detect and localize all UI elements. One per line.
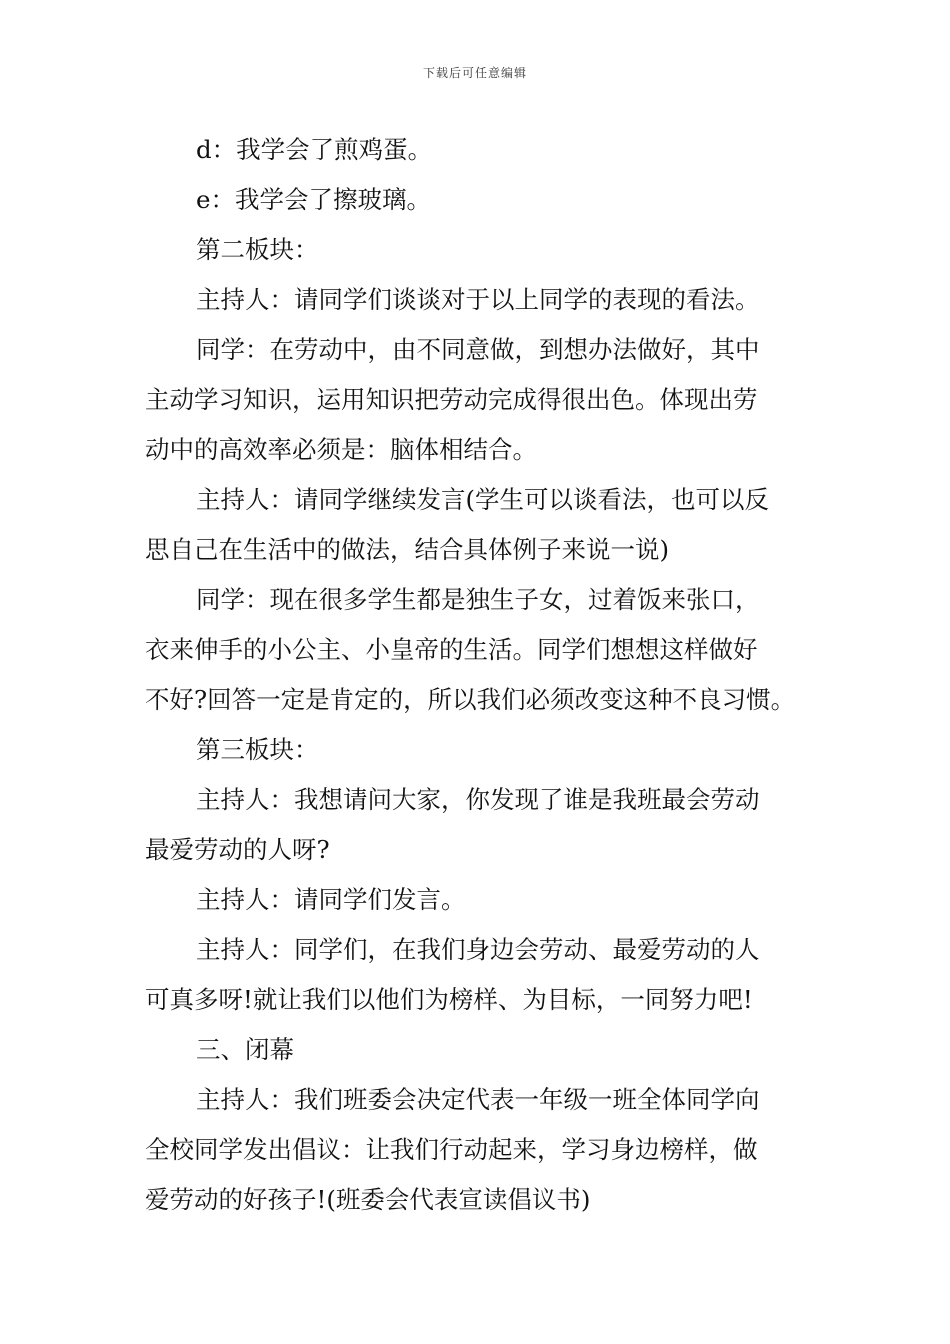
text-line: 主持人：我们班委会决定代表一年级一班全体同学向: [196, 1085, 760, 1114]
text-line: 主持人：我想请问大家，你发现了谁是我班最会劳动: [196, 785, 760, 814]
text-line: 全校同学发出倡议：让我们行动起来，学习身边榜样，做: [145, 1135, 758, 1164]
text-line: 主持人：请同学继续发言(学生可以谈看法，也可以反: [196, 485, 770, 514]
text-line: e：我学会了擦玻璃。: [196, 185, 431, 214]
text-line: 动中的高效率必须是：脑体相结合。: [145, 435, 537, 464]
page-header: 下载后可任意编辑: [422, 66, 527, 80]
text-line: 主持人：请同学们发言。: [196, 885, 466, 914]
text-line: 可真多呀!就让我们以他们为榜样、为目标，一同努力吧!: [145, 985, 753, 1014]
text-line: 衣来伸手的小公主、小皇帝的生活。同学们想想这样做好: [145, 635, 758, 664]
text-line: 主持人：请同学们谈谈对于以上同学的表现的看法。: [196, 285, 760, 314]
text-line: 主持人：同学们，在我们身边会劳动、最爱劳动的人: [196, 935, 760, 964]
text-line: d：我学会了煎鸡蛋。: [196, 135, 433, 164]
text-line: 不好?回答一定是肯定的，所以我们必须改变这种不良习惯。: [145, 685, 796, 714]
text-line: 第二板块：: [196, 235, 319, 264]
document-body: [145, 125, 810, 1225]
text-line: 同学：在劳动中，由不同意做，到想办法做好，其中: [196, 335, 760, 364]
text-line: 爱劳动的好孩子!(班委会代表宣读倡议书): [145, 1185, 591, 1214]
text-line: 最爱劳动的人呀?: [145, 835, 330, 864]
text-line: 思自己在生活中的做法，结合具体例子来说一说): [145, 535, 670, 564]
text-line: 第三板块：: [196, 735, 319, 764]
text-line: 同学：现在很多学生都是独生子女，过着饭来张口，: [196, 585, 760, 614]
text-line: 三、闭幕: [196, 1035, 294, 1064]
text-line: 主动学习知识，运用知识把劳动完成得很出色。体现出劳: [145, 385, 758, 414]
